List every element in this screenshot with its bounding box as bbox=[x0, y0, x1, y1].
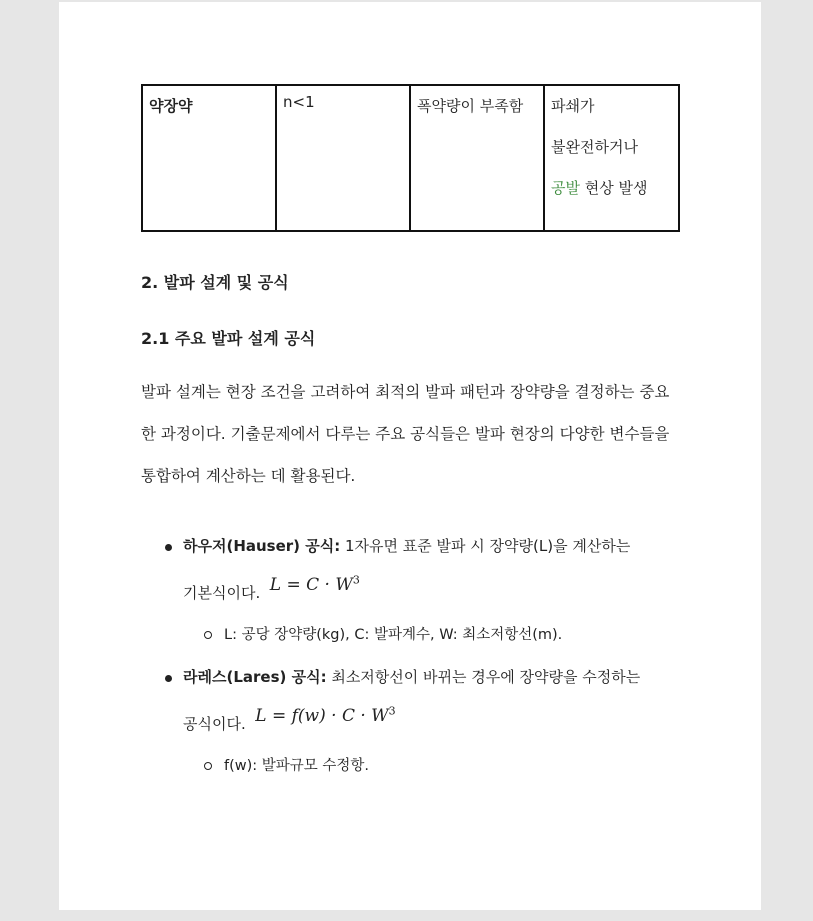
document-page bbox=[59, 2, 761, 910]
formula bbox=[255, 706, 395, 726]
bullet-line-1 bbox=[183, 535, 630, 556]
bullet-line-1 bbox=[183, 666, 640, 687]
bullet-term: 라레스(Lares) 공식: bbox=[183, 668, 327, 686]
table-cell-n: n<1 bbox=[276, 85, 410, 231]
formula-main: L = C · W bbox=[269, 574, 353, 595]
table-cell-condition: 폭약량이 부족함 bbox=[410, 85, 544, 231]
formula bbox=[270, 575, 360, 595]
section-heading: 2. 발파 설계 및 공식 bbox=[141, 273, 289, 292]
blasting-table bbox=[141, 84, 680, 232]
sub-bullet-text: L: 공당 장약량(kg), C: 발파계수, W: 최소저항선(m). bbox=[224, 627, 563, 643]
table-cell-effect bbox=[544, 85, 679, 231]
bullet-dot-icon bbox=[165, 544, 172, 551]
table-row bbox=[142, 85, 679, 231]
bullet-desc-cont: 공식이다. bbox=[183, 714, 246, 733]
bullet-term: 하우저(Hauser) 공식: bbox=[183, 537, 341, 555]
sub-bullet-circle-icon bbox=[204, 631, 212, 639]
formula-exponent: 3 bbox=[352, 573, 360, 586]
effect-line-3 bbox=[551, 168, 672, 209]
bullet-line-2 bbox=[183, 704, 396, 733]
effect-accent-text: 공발 bbox=[551, 179, 580, 197]
bullet-line-2 bbox=[183, 573, 360, 602]
formula-main: L = f(w) · C · W bbox=[255, 705, 389, 726]
effect-rest-text: 현상 발생 bbox=[579, 179, 648, 197]
sub-bullet-circle-icon bbox=[204, 762, 212, 770]
bullet-dot-icon bbox=[165, 675, 172, 682]
subsection-heading: 2.1 주요 발파 설계 공식 bbox=[141, 329, 316, 348]
intro-paragraph: 발파 설계는 현장 조건을 고려하여 최적의 발파 패턴과 장약량을 결정하는 중요한 과정이다. 기출문제에서 다루는 주요 공식들은 발파 현장의 다양한 변수들을 통합하여 계산하는 데 활용된다. bbox=[141, 383, 670, 485]
table-cell-type: 약장약 bbox=[142, 85, 276, 231]
effect-line-2: 불완전하거나 bbox=[551, 138, 638, 156]
formula-exponent: 3 bbox=[388, 704, 396, 717]
bullet-desc-cont: 기본식이다. bbox=[183, 583, 261, 602]
effect-line-1: 파쇄가 bbox=[551, 97, 595, 115]
bullet-desc: 최소저항선이 바뀌는 경우에 장약량을 수정하는 bbox=[326, 668, 641, 686]
bullet-desc: 1자유면 표준 발파 시 장약량(L)을 계산하는 bbox=[340, 537, 631, 555]
sub-bullet-text: f(w): 발파규모 수정항. bbox=[224, 758, 370, 774]
